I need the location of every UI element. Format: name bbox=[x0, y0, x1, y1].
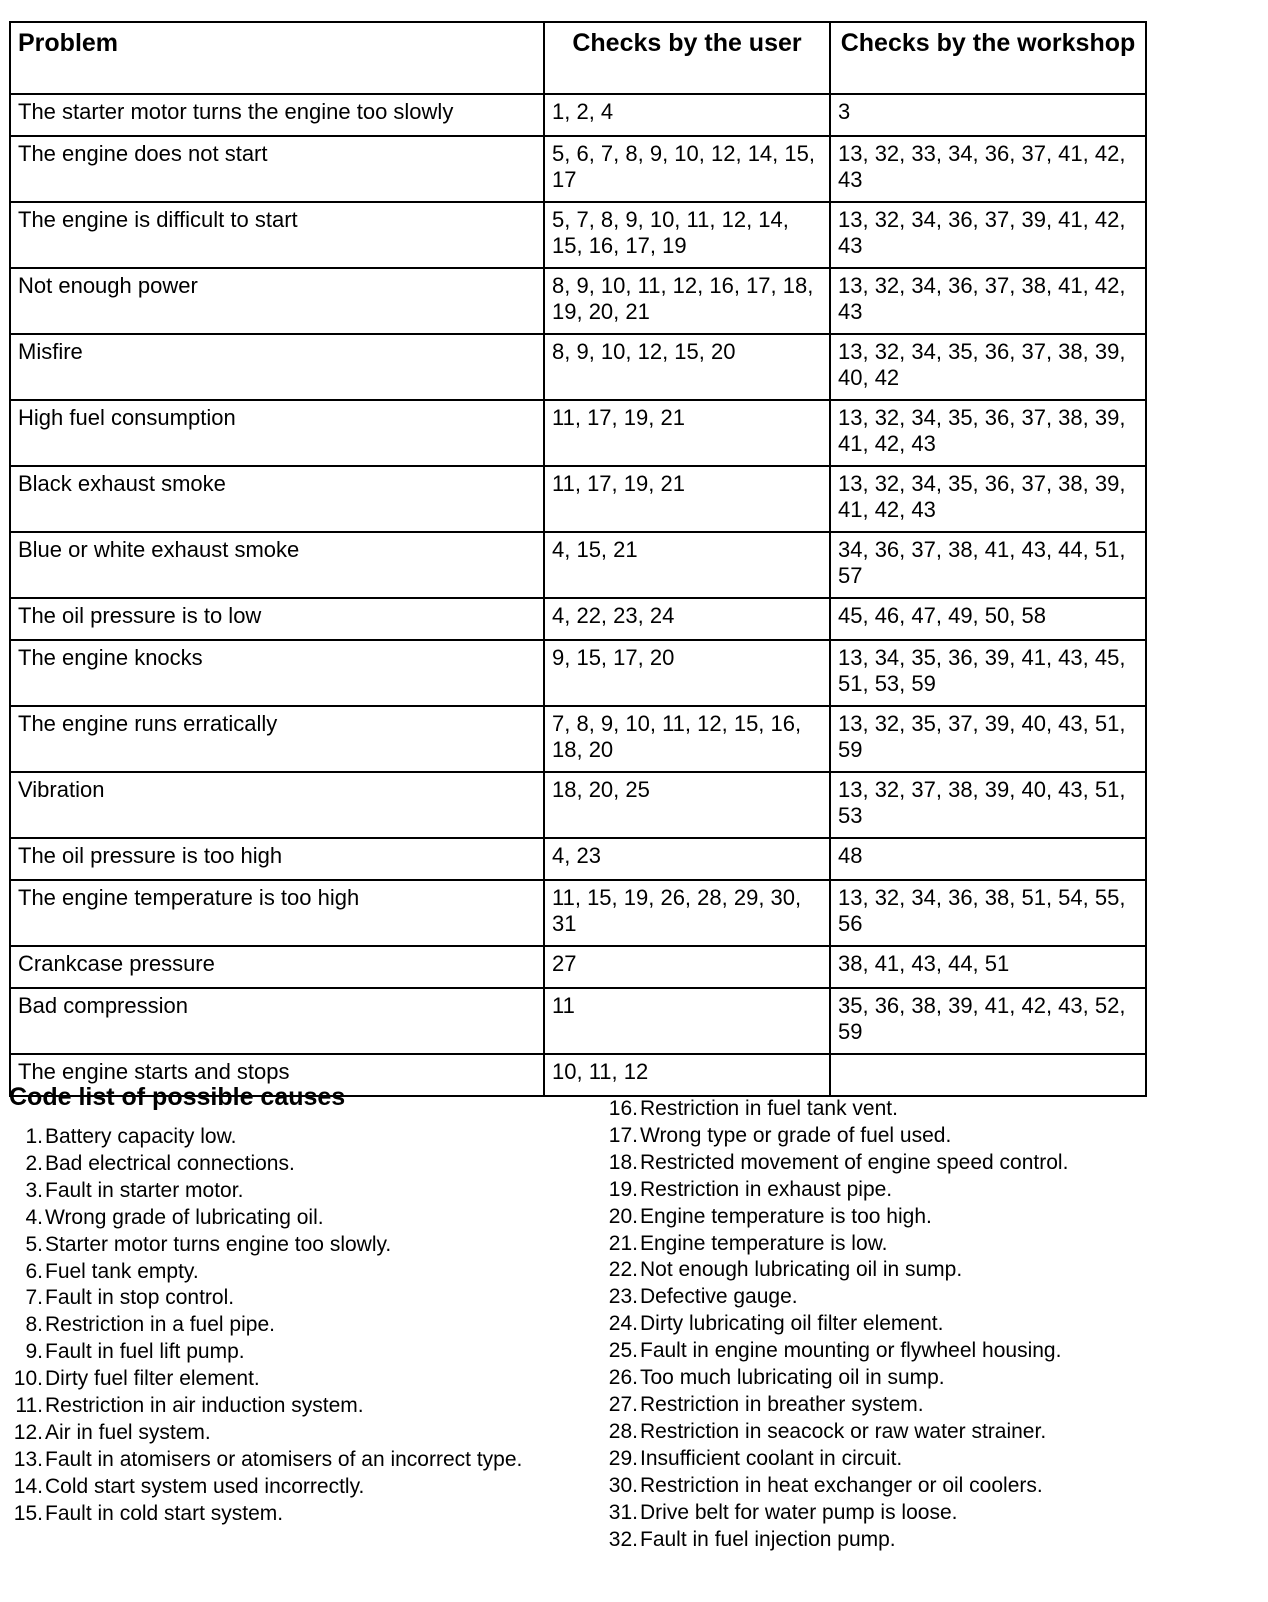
cell-problem: Misfire bbox=[10, 334, 544, 400]
cell-user: 5, 6, 7, 8, 9, 10, 12, 14, 15, 17 bbox=[544, 136, 830, 202]
code-description: Wrong grade of lubricating oil. bbox=[45, 1205, 324, 1229]
cell-workshop: 13, 32, 34, 36, 38, 51, 54, 55, 56 bbox=[830, 880, 1146, 946]
cell-workshop: 34, 36, 37, 38, 41, 43, 44, 51, 57 bbox=[830, 532, 1146, 598]
code-description: Insufficient coolant in circuit. bbox=[640, 1446, 903, 1470]
code-number: 24. bbox=[608, 1312, 638, 1336]
list-item bbox=[9, 1339, 529, 1366]
cell-problem: Bad compression bbox=[10, 988, 544, 1054]
list-item bbox=[604, 1177, 1244, 1204]
cell-problem: High fuel consumption bbox=[10, 400, 544, 466]
list-item bbox=[604, 1311, 1244, 1338]
code-description: Fault in stop control. bbox=[45, 1286, 235, 1310]
cell-problem: Blue or white exhaust smoke bbox=[10, 532, 544, 598]
cell-workshop: 38, 41, 43, 44, 51 bbox=[830, 946, 1146, 988]
list-item bbox=[9, 1312, 529, 1339]
table-row bbox=[10, 334, 1146, 400]
code-number: 20. bbox=[608, 1204, 638, 1228]
code-number: 1. bbox=[25, 1125, 43, 1148]
code-description: Defective gauge. bbox=[640, 1285, 798, 1309]
list-item bbox=[604, 1204, 1244, 1231]
list-item bbox=[604, 1150, 1244, 1177]
code-number: 13. bbox=[13, 1447, 43, 1471]
cell-problem: The oil pressure is to low bbox=[10, 598, 544, 640]
code-number: 18. bbox=[608, 1150, 638, 1174]
code-number: 19. bbox=[608, 1177, 638, 1201]
code-description: Fault in fuel lift pump. bbox=[45, 1340, 245, 1364]
table-row bbox=[10, 136, 1146, 202]
code-description: Engine temperature is low. bbox=[640, 1231, 888, 1255]
list-item bbox=[604, 1338, 1244, 1365]
cell-user: 8, 9, 10, 12, 15, 20 bbox=[544, 334, 830, 400]
code-description: Fault in atomisers or atomisers of an incorrect type. bbox=[45, 1447, 523, 1471]
troubleshooting-table bbox=[9, 21, 1147, 1097]
cell-workshop: 3 bbox=[830, 94, 1146, 136]
code-number: 28. bbox=[608, 1419, 638, 1443]
cell-workshop: 48 bbox=[830, 838, 1146, 880]
cell-workshop: 35, 36, 38, 39, 41, 42, 43, 52, 59 bbox=[830, 988, 1146, 1054]
code-number: 23. bbox=[608, 1285, 638, 1309]
list-item bbox=[9, 1366, 529, 1393]
code-list-right bbox=[604, 1096, 1244, 1553]
cell-problem: Crankcase pressure bbox=[10, 946, 544, 988]
list-item bbox=[604, 1096, 1244, 1123]
code-description: Restricted movement of engine speed control. bbox=[640, 1150, 1069, 1174]
code-number: 14. bbox=[13, 1474, 43, 1498]
cell-problem: The engine temperature is too high bbox=[10, 880, 544, 946]
list-item bbox=[9, 1474, 529, 1501]
code-description: Dirty lubricating oil filter element. bbox=[640, 1312, 944, 1336]
code-description: Fault in starter motor. bbox=[45, 1178, 244, 1202]
code-number: 32. bbox=[608, 1527, 638, 1551]
code-description: Fault in engine mounting or flywheel housing. bbox=[640, 1339, 1062, 1363]
header-problem: Problem bbox=[10, 22, 544, 94]
table-row bbox=[10, 466, 1146, 532]
cell-user: 9, 15, 17, 20 bbox=[544, 640, 830, 706]
cell-user: 18, 20, 25 bbox=[544, 772, 830, 838]
code-number: 6. bbox=[25, 1259, 43, 1283]
code-description: Restriction in a fuel pipe. bbox=[45, 1313, 275, 1337]
cell-workshop: 13, 32, 34, 35, 36, 37, 38, 39, 41, 42, 43 bbox=[830, 466, 1146, 532]
code-description: Battery capacity low. bbox=[45, 1125, 237, 1148]
code-description: Not enough lubricating oil in sump. bbox=[640, 1258, 963, 1282]
code-list-title: Code list of possible causes bbox=[9, 1083, 346, 1111]
cell-user: 4, 23 bbox=[544, 838, 830, 880]
table-row bbox=[10, 946, 1146, 988]
code-description: Restriction in fuel tank vent. bbox=[640, 1097, 898, 1120]
code-description: Restriction in seacock or raw water strainer. bbox=[640, 1419, 1047, 1443]
table-header-row bbox=[10, 22, 1146, 94]
code-description: Starter motor turns engine too slowly. bbox=[45, 1232, 392, 1256]
cell-user: 10, 11, 12 bbox=[544, 1054, 830, 1096]
cell-user: 11, 17, 19, 21 bbox=[544, 466, 830, 532]
code-description: Cold start system used incorrectly. bbox=[45, 1474, 365, 1498]
table-row bbox=[10, 772, 1146, 838]
code-description: Restriction in exhaust pipe. bbox=[640, 1177, 893, 1201]
code-number: 31. bbox=[608, 1500, 638, 1524]
list-item bbox=[604, 1257, 1244, 1284]
code-number: 17. bbox=[608, 1123, 638, 1147]
list-item bbox=[604, 1527, 1244, 1554]
cell-problem: The engine knocks bbox=[10, 640, 544, 706]
code-description: Restriction in air induction system. bbox=[45, 1394, 364, 1418]
cell-problem: The oil pressure is too high bbox=[10, 838, 544, 880]
table-row bbox=[10, 880, 1146, 946]
cell-user: 11, 17, 19, 21 bbox=[544, 400, 830, 466]
cell-workshop: 13, 34, 35, 36, 39, 41, 43, 45, 51, 53, 59 bbox=[830, 640, 1146, 706]
table-row bbox=[10, 202, 1146, 268]
code-number: 10. bbox=[13, 1367, 43, 1391]
list-item bbox=[9, 1259, 529, 1286]
code-description: Fault in cold start system. bbox=[45, 1501, 284, 1525]
code-number: 8. bbox=[25, 1313, 43, 1337]
cell-user: 7, 8, 9, 10, 11, 12, 15, 16, 18, 20 bbox=[544, 706, 830, 772]
cell-workshop: 13, 32, 35, 37, 39, 40, 43, 51, 59 bbox=[830, 706, 1146, 772]
code-description: Engine temperature is too high. bbox=[640, 1204, 932, 1228]
code-description: Restriction in heat exchanger or oil coolers. bbox=[640, 1473, 1043, 1497]
code-description: Too much lubricating oil in sump. bbox=[640, 1366, 945, 1390]
table-row bbox=[10, 640, 1146, 706]
code-number: 3. bbox=[25, 1178, 43, 1202]
cell-problem: Not enough power bbox=[10, 268, 544, 334]
list-item bbox=[9, 1151, 529, 1178]
code-number: 12. bbox=[13, 1420, 43, 1444]
cell-problem: The engine starts and stops bbox=[10, 1054, 544, 1096]
table-row bbox=[10, 400, 1146, 466]
code-number: 21. bbox=[608, 1231, 638, 1255]
list-item bbox=[9, 1232, 529, 1259]
code-description: Restriction in breather system. bbox=[640, 1392, 924, 1416]
cell-workshop: 13, 32, 34, 36, 37, 39, 41, 42, 43 bbox=[830, 202, 1146, 268]
header-checks-workshop: Checks by the workshop bbox=[830, 22, 1146, 94]
table-body bbox=[10, 94, 1146, 1096]
code-number: 5. bbox=[25, 1232, 43, 1256]
list-item bbox=[9, 1393, 529, 1420]
cell-user: 5, 7, 8, 9, 10, 11, 12, 14, 15, 16, 17, 19 bbox=[544, 202, 830, 268]
code-description: Fuel tank empty. bbox=[45, 1259, 199, 1283]
cell-workshop bbox=[830, 1054, 1146, 1096]
code-list-left bbox=[9, 1124, 529, 1528]
cell-problem: The engine does not start bbox=[10, 136, 544, 202]
code-number: 30. bbox=[608, 1473, 638, 1497]
code-number: 15. bbox=[13, 1501, 43, 1525]
cell-workshop: 13, 32, 37, 38, 39, 40, 43, 51, 53 bbox=[830, 772, 1146, 838]
code-description: Dirty fuel filter element. bbox=[45, 1367, 260, 1391]
code-description: Drive belt for water pump is loose. bbox=[640, 1500, 958, 1524]
code-description: Wrong type or grade of fuel used. bbox=[640, 1123, 952, 1147]
table-row bbox=[10, 988, 1146, 1054]
list-item bbox=[604, 1419, 1244, 1446]
list-item bbox=[9, 1447, 529, 1474]
code-number: 9. bbox=[25, 1340, 43, 1364]
cell-problem: The engine is difficult to start bbox=[10, 202, 544, 268]
list-item bbox=[604, 1473, 1244, 1500]
list-item bbox=[604, 1123, 1244, 1150]
code-number: 25. bbox=[608, 1339, 638, 1363]
table-row bbox=[10, 838, 1146, 880]
code-number: 22. bbox=[608, 1258, 638, 1282]
table-row bbox=[10, 268, 1146, 334]
cell-user: 27 bbox=[544, 946, 830, 988]
cell-user: 11, 15, 19, 26, 28, 29, 30, 31 bbox=[544, 880, 830, 946]
code-description: Bad electrical connections. bbox=[45, 1151, 295, 1175]
list-item bbox=[9, 1420, 529, 1447]
header-checks-user: Checks by the user bbox=[544, 22, 830, 94]
code-number: 29. bbox=[608, 1446, 638, 1470]
code-number: 7. bbox=[25, 1286, 43, 1310]
list-item bbox=[9, 1501, 529, 1528]
cell-problem: Black exhaust smoke bbox=[10, 466, 544, 532]
table-row bbox=[10, 706, 1146, 772]
code-number: 2. bbox=[25, 1151, 43, 1175]
cell-problem: The starter motor turns the engine too slowly bbox=[10, 94, 544, 136]
list-item bbox=[604, 1365, 1244, 1392]
code-number: 16. bbox=[608, 1097, 638, 1120]
table-row bbox=[10, 532, 1146, 598]
list-item bbox=[9, 1124, 529, 1151]
code-number: 27. bbox=[608, 1392, 638, 1416]
cell-user: 4, 15, 21 bbox=[544, 532, 830, 598]
cell-user: 1, 2, 4 bbox=[544, 94, 830, 136]
cell-workshop: 13, 32, 34, 35, 36, 37, 38, 39, 41, 42, 43 bbox=[830, 400, 1146, 466]
cell-user: 11 bbox=[544, 988, 830, 1054]
cell-workshop: 45, 46, 47, 49, 50, 58 bbox=[830, 598, 1146, 640]
cell-workshop: 13, 32, 33, 34, 36, 37, 41, 42, 43 bbox=[830, 136, 1146, 202]
list-item bbox=[604, 1500, 1244, 1527]
list-item bbox=[604, 1284, 1244, 1311]
code-description: Fault in fuel injection pump. bbox=[640, 1527, 896, 1551]
code-number: 4. bbox=[25, 1205, 43, 1229]
cell-user: 8, 9, 10, 11, 12, 16, 17, 18, 19, 20, 21 bbox=[544, 268, 830, 334]
cell-workshop: 13, 32, 34, 35, 36, 37, 38, 39, 40, 42 bbox=[830, 334, 1146, 400]
cell-workshop: 13, 32, 34, 36, 37, 38, 41, 42, 43 bbox=[830, 268, 1146, 334]
list-item bbox=[9, 1285, 529, 1312]
code-description: Air in fuel system. bbox=[45, 1420, 211, 1444]
cell-problem: The engine runs erratically bbox=[10, 706, 544, 772]
list-item bbox=[604, 1392, 1244, 1419]
list-item bbox=[604, 1446, 1244, 1473]
code-number: 26. bbox=[608, 1366, 638, 1390]
list-item bbox=[604, 1231, 1244, 1258]
table-row bbox=[10, 598, 1146, 640]
cell-problem: Vibration bbox=[10, 772, 544, 838]
table-row bbox=[10, 94, 1146, 136]
cell-user: 4, 22, 23, 24 bbox=[544, 598, 830, 640]
list-item bbox=[9, 1205, 529, 1232]
list-item bbox=[9, 1178, 529, 1205]
code-number: 11. bbox=[15, 1394, 43, 1418]
